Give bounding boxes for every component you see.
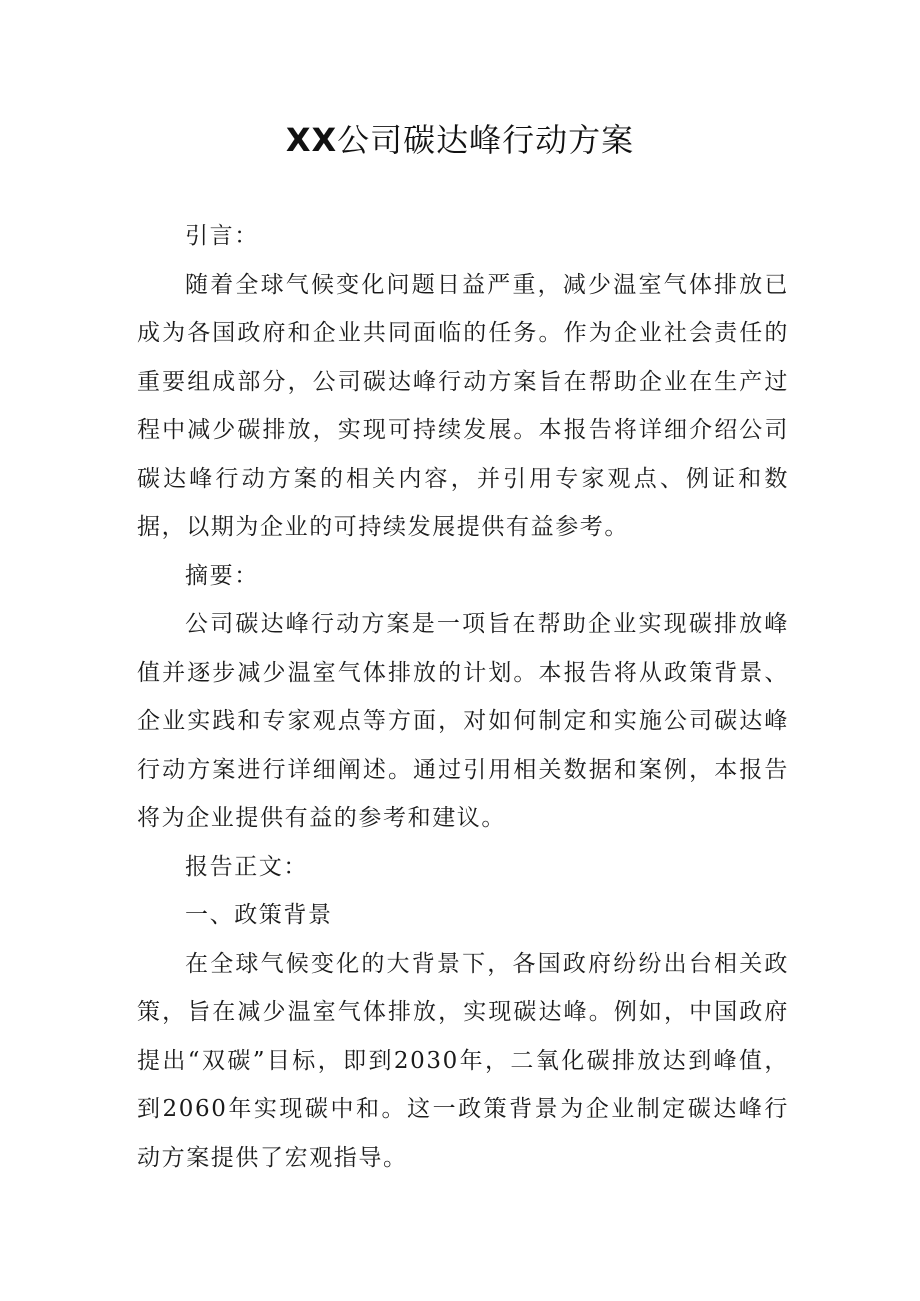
paragraph-abstract: 公司碳达峰行动方案是一项旨在帮助企业实现碳排放峰值并逐步减少温室气体排放的计划。本报告将从政策背景、企业实践和专家观点等方面，对如何制定和实施公司碳达峰行动方案进行详细阐述。通过引用相关数据和案例，本报告将为企业提供有益的参考和建议。	[137, 611, 789, 831]
paragraph-introduction: 随着全球气候变化问题日益严重，减少温室气体排放已成为各国政府和企业共同面临的任务。作为企业社会责任的重要组成部分，公司碳达峰行动方案旨在帮助企业在生产过程中减少碳排放，实现可持续发展。本报告将详细介绍公司碳达峰行动方案的相关内容，并引用专家观点、例证和数据，以期为企业的可持续发展提供有益参考。	[137, 271, 789, 540]
section-heading-policy-background: 一、政策背景	[185, 902, 333, 928]
heading-introduction: 引言：	[185, 223, 259, 249]
heading-abstract: 摘要：	[185, 562, 259, 589]
heading-report-body: 报告正文：	[185, 853, 308, 880]
document-body	[137, 212, 789, 1182]
title-prefix: XX	[285, 121, 338, 159]
paragraph-policy-background: 在全球气候变化的大背景下，各国政府纷纷出台相关政策，旨在减少温室气体排放，实现碳达峰。例如，中国政府提出“双碳”目标，即到2030年，二氧化碳排放达到峰值，到2060年实现碳中和。这一政策背景为企业制定碳达峰行动方案提供了宏观指导。	[137, 950, 789, 1171]
document-title	[0, 118, 920, 162]
title-main: 公司碳达峰行动方案	[337, 121, 635, 159]
